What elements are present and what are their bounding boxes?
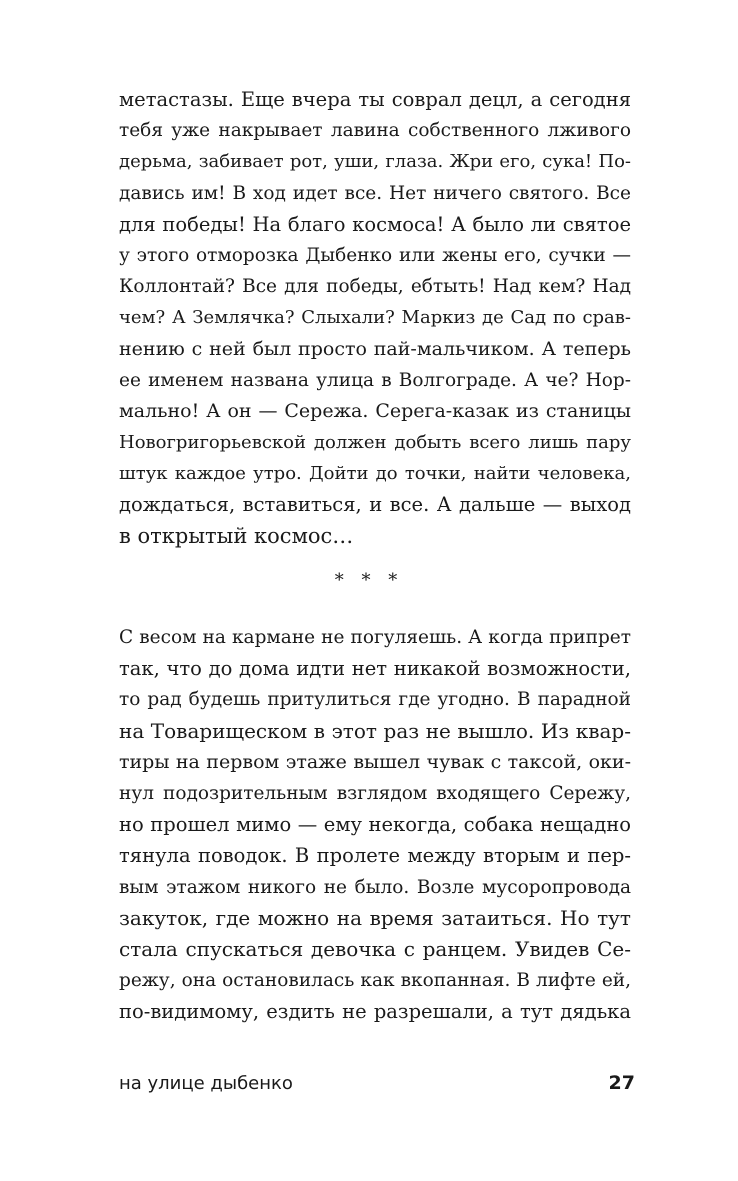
text-line: С весом на кармане не погуляешь. А когда припрет	[119, 627, 631, 648]
text-line: тебя уже накрывает лавина собственного лживого	[119, 120, 631, 142]
text-line: на Товарищеском в этот раз не вышло. Из квар-	[119, 718, 631, 743]
section-separator: * * *	[334, 570, 404, 591]
text-line: штук каждое утро. Дойти до точки, найти человека,	[119, 463, 631, 485]
text-line: то рад будешь притулиться где угодно. В парадной	[119, 689, 631, 711]
text-line: Коллонтай? Все для победы, ебтыть! Над кем? Над	[119, 276, 631, 298]
text-line: в открытый космос…	[119, 523, 354, 548]
text-line: Новогригорьевской должен добыть всего лишь пару	[119, 432, 631, 454]
text-line: но прошел мимо — ему некогда, собака нещадно	[119, 813, 631, 837]
running-title: на улице дыбенко	[119, 1073, 293, 1094]
text-line: режу, она остановилась как вкопанная. В лифте ей,	[119, 970, 631, 992]
text-line: мально! А он — Сережа. Серега-казак из станицы	[119, 399, 631, 422]
paragraph-1	[119, 84, 631, 552]
text-line: нул подозрительным взглядом входящего Сережу,	[119, 782, 631, 804]
text-line: для победы! На благо космоса! А было ли святое	[119, 212, 631, 236]
text-line: закуток, где можно на время затаиться. Но тут	[119, 905, 631, 930]
text-line: ее именем названа улица в Волгограде. А че? Нор-	[119, 369, 631, 391]
text-line: стала спускаться девочка с ранцем. Увидев Се-	[119, 936, 631, 961]
page-number: 27	[608, 1072, 635, 1094]
text-line: нению с ней был просто пай-мальчиком. А теперь	[119, 337, 631, 360]
text-line: тиры на первом этаже вышел чувак с таксой, оки-	[119, 750, 631, 773]
text-line: так, что до дома идти нет никакой возможности,	[119, 657, 631, 681]
text-line: по-видимому, ездить не разрешали, а тут дядька	[119, 1000, 631, 1024]
text-line: чем? А Землячка? Слыхали? Маркиз де Сад по срав-	[119, 307, 631, 329]
text-line: вым этажом никого не было. Возле мусоропровода	[119, 876, 631, 898]
text-line: давись им! В ход идет все. Нет ничего святого. Все	[119, 182, 631, 204]
text-line: дождаться, вставиться, и все. А дальше — выход	[119, 493, 631, 517]
text-line: у этого отморозка Дыбенко или жены его, сучки —	[119, 244, 631, 266]
paragraph-2	[119, 622, 631, 1027]
text-line: метастазы. Еще вчера ты соврал децл, а сегодня	[119, 88, 631, 111]
text-line: тянула поводок. В пролете между вторым и пер-	[119, 844, 631, 868]
text-line: дерьма, забивает рот, уши, глаза. Жри его, сука! По-	[119, 151, 631, 173]
